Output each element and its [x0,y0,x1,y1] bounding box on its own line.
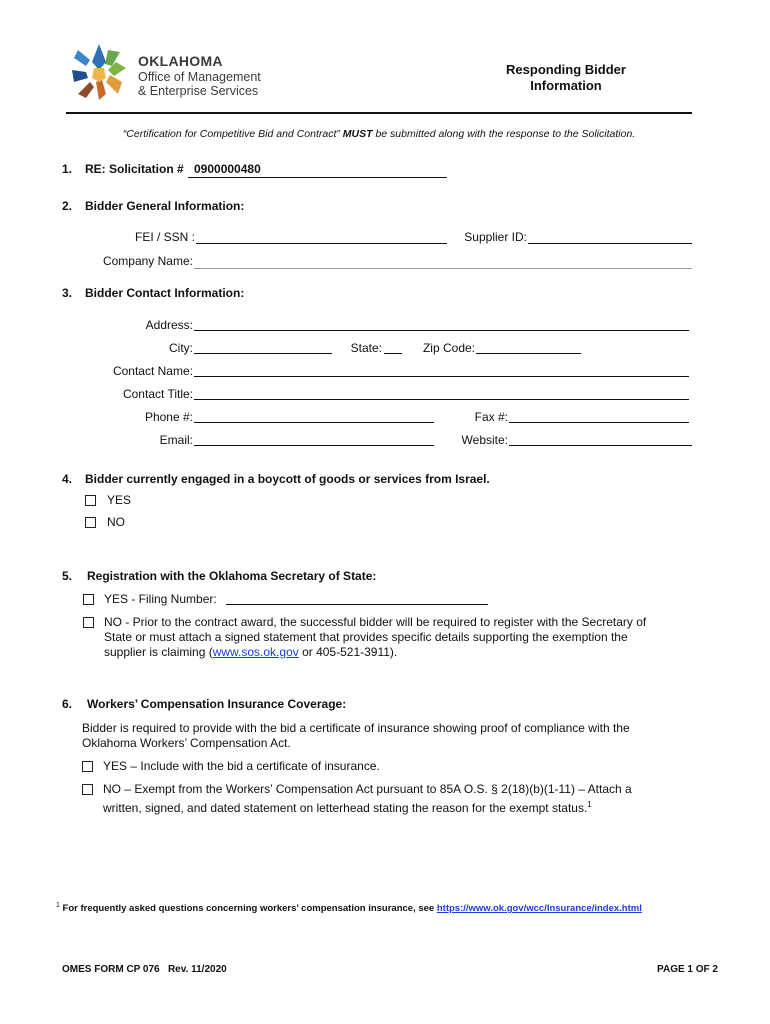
israel-boycott-no-label: NO [107,515,125,529]
header-divider [66,112,692,114]
zip-code-label: Zip Code: [422,341,475,355]
section-6-number: 6. [62,697,73,711]
sos-no-line-3-pre: supplier is claiming ( [104,645,213,659]
email-label: Email: [159,433,193,447]
org-name-line-1: OKLAHOMA [138,53,223,69]
phone-label: Phone #: [144,410,193,424]
contact-name-field[interactable] [194,376,689,377]
sos-registration-yes-label: YES - Filing Number: [104,592,217,606]
cert-note-pre: “Certification for Competitive Bid and Contract” [122,128,343,140]
supplier-id-field[interactable] [528,243,692,244]
fax-field[interactable] [509,422,689,423]
form-title-line-1: Responding Bidder [506,62,626,77]
address-label: Address: [145,318,193,332]
sos-registration-no-checkbox[interactable] [83,617,94,628]
website-label: Website: [461,433,508,447]
israel-boycott-yes-label: YES [107,493,132,507]
solicitation-underline [188,177,447,178]
section-2-number: 2. [62,199,73,213]
company-name-label: Company Name: [102,254,193,268]
city-field[interactable] [194,353,332,354]
org-name-line-2: Office of Management [138,70,261,84]
section-2-title: Bidder General Information: [85,199,245,213]
email-field[interactable] [194,445,434,446]
israel-boycott-no-checkbox[interactable] [85,517,96,528]
solicitation-number-value[interactable]: 0900000480 [194,162,261,176]
filing-number-field[interactable] [226,604,488,605]
contact-name-label: Contact Name: [112,364,193,378]
org-name-line-3: & Enterprise Services [138,84,259,98]
fei-ssn-field[interactable] [196,243,447,244]
workers-comp-no-checkbox[interactable] [82,784,93,795]
sos-no-line-3 [104,645,397,660]
footnote [56,902,642,914]
solicitation-label: RE: Solicitation # [85,162,184,176]
section-1-number: 1. [62,162,73,176]
zip-code-field[interactable] [476,353,581,354]
section-6-title: Workers’ Compensation Insurance Coverage: [87,697,347,711]
workers-comp-no-line-1: NO – Exempt from the Workers’ Compensation Act pursuant to 85A O.S. § 2(18)(b)(1-11) – Attach a [103,782,632,796]
city-label: City: [169,341,193,355]
form-title-line-2: Information [530,78,602,93]
sos-no-line-2: State or must attach a signed statement that provides specific details supporting the exemption the [104,630,628,644]
address-field[interactable] [194,330,689,331]
section-5-number: 5. [62,569,73,583]
footer-page-number: PAGE 1 OF 2 [657,964,718,975]
workers-comp-yes-label: YES – Include with the bid a certificate of insurance. [103,759,380,773]
company-name-field[interactable] [194,268,692,269]
section-3-number: 3. [62,286,73,300]
supplier-id-label: Supplier ID: [464,230,527,244]
workers-comp-yes-checkbox[interactable] [82,761,93,772]
state-label: State: [350,341,382,355]
workers-comp-no-line-2-text: written, signed, and dated statement on letterhead stating the reason for the exempt status. [103,801,588,815]
state-field[interactable] [384,353,402,354]
footer-form-id: OMES FORM CP 076 Rev. 11/2020 [62,964,227,975]
workers-comp-desc-line-1: Bidder is required to provide with the bid a certificate of insurance showing proof of compliance with the [82,721,630,735]
fei-ssn-label: FEI / SSN : [134,230,195,244]
workers-comp-desc-line-2: Oklahoma Workers’ Compensation Act. [82,736,291,750]
certification-note [66,128,692,140]
fax-label: Fax #: [474,410,508,424]
section-4-title: Bidder currently engaged in a boycott of goods or services from Israel. [85,472,490,486]
footnote-ref: 1 [587,800,592,809]
website-field[interactable] [509,445,692,446]
footnote-link[interactable]: https://www.ok.gov/wcc/Insurance/index.html [436,903,642,915]
sos-website-link[interactable]: www.sos.ok.gov [212,645,299,659]
section-3-title: Bidder Contact Information: [85,286,245,300]
workers-comp-no-line-2 [103,797,592,816]
oklahoma-star-logo-icon [68,42,130,102]
sos-registration-yes-checkbox[interactable] [83,594,94,605]
footnote-text: For frequently asked questions concerning workers’ compensation insurance, see [62,903,437,915]
sos-no-line-3-post: or 405-521-3911). [298,645,398,659]
footnote-marker: 1 [56,902,60,909]
phone-field[interactable] [194,422,434,423]
section-5-title: Registration with the Oklahoma Secretary of State: [87,569,377,583]
section-4-number: 4. [62,472,73,486]
contact-title-field[interactable] [194,399,689,400]
israel-boycott-yes-checkbox[interactable] [85,495,96,506]
cert-note-must: MUST [342,128,373,140]
omes-logo [68,42,288,102]
contact-title-label: Contact Title: [122,387,193,401]
cert-note-post: be submitted along with the response to the Solicitation. [372,128,636,140]
sos-no-line-1: NO - Prior to the contract award, the successful bidder will be required to register with the Secretary of [104,615,647,629]
